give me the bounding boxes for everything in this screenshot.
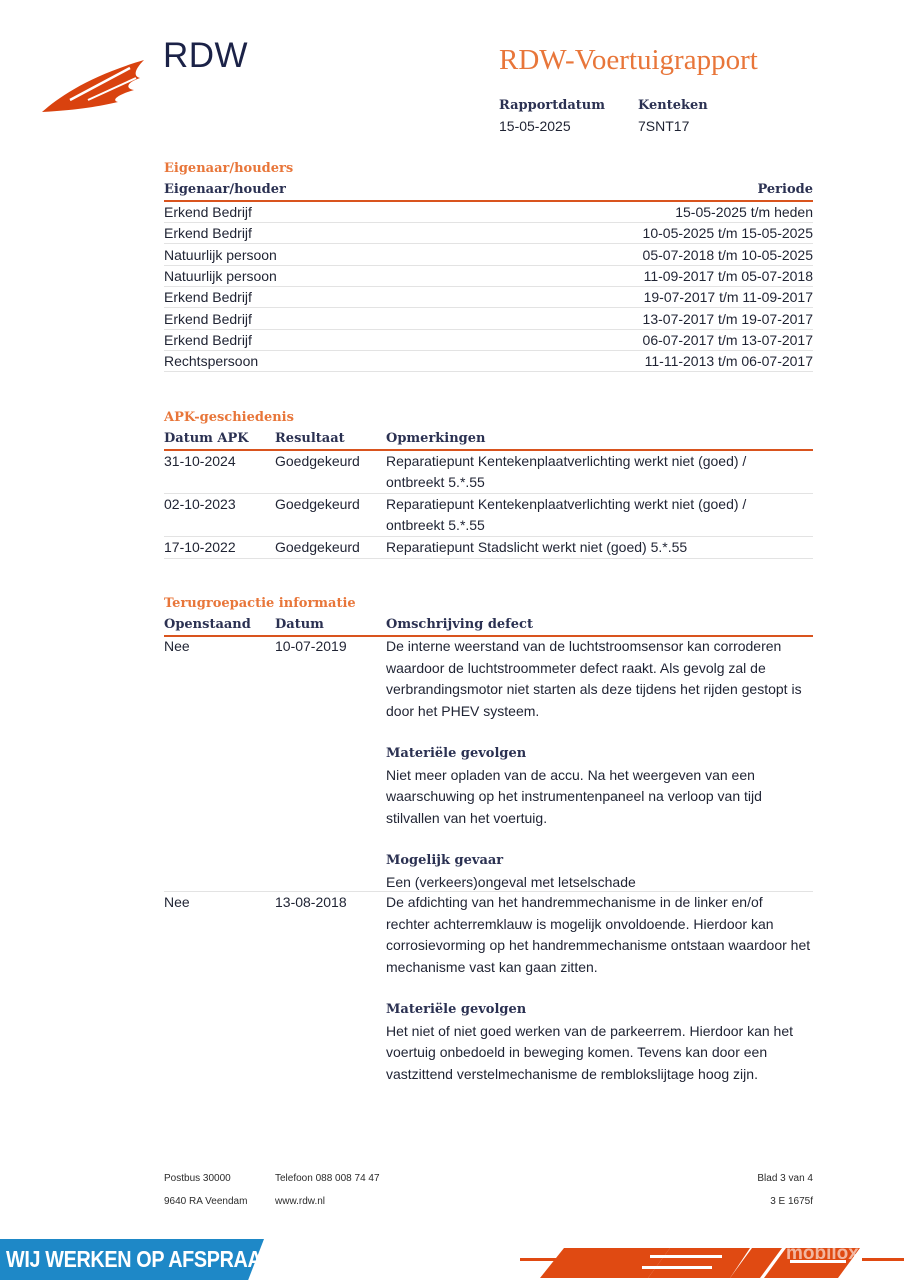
recall-date-cell: 10-07-2019 [275,638,347,654]
logo-text: RDW [163,36,249,75]
apk-remarks-cell: Reparatiepunt Stadslicht werkt niet (goed) 5.*.55 [386,539,688,555]
owner-cell: Natuurlijk persoon [164,247,277,263]
footer-web-link[interactable]: www.rdw.nl [275,1196,326,1207]
apk-date-cell: 02-10-2023 [164,496,236,512]
apk-section-title: APK-geschiedenis [164,410,294,425]
appointment-banner-text: WIJ WERKEN OP AFSPRAAK [6,1246,276,1272]
recall-date-cell: 13-08-2018 [275,894,347,910]
watermark-text: mobilox [786,1243,859,1264]
owner-cell: Erkend Bedrijf [164,204,252,220]
table-row [164,537,813,559]
owner-cell: Erkend Bedrijf [164,311,252,327]
report-date-label: Rapportdatum [499,98,605,113]
period-cell: 11-09-2017 t/m 05-07-2018 [643,268,813,284]
recall-col-desc: Omschrijving defect [386,617,533,632]
table-row [164,451,813,494]
recall-description: De afdichting van het handremmechanisme in de linker en/of rechter achterremklauw is mogelijk onvoldoende. Hierdoor kan corrosievorming op het handremmechanisme ontstaan waardoor het mechanisme vast kan gaan zitten. Materiële gevolgen Het niet of niet goed werken van de parkeerrem. Hierdoor kan het voertuig onbedoeld in beweging komen. Tevens kan door een vastzittend verstelmechanisme de remblokslijtage hoog zijn. [386,892,813,1085]
owner-cell: Natuurlijk persoon [164,268,277,284]
recall-open-cell: Nee [164,894,190,910]
recall-col-date: Datum [275,617,324,632]
owners-section-title: Eigenaar/houders [164,161,294,176]
recall-description: De interne weerstand van de luchtstroomsensor kan corroderen waardoor de luchtstroommeter defect raakt. Als gevolg zal de verbrandingsmotor niet starten als deze tijdens het rijden gestopt is door het PHEV systeem. Materiële gevolgen Niet meer opladen van de accu. Na het weergeven van een waarschuwing op het instrumentenpaneel na verloop van tijd stilvallen van het voertuig. Mogelijk gevaar Een (verkeers)ongeval met letselschade [386,636,813,893]
table-row [164,223,813,244]
plate-label: Kenteken [638,98,708,113]
footer-code: 3 E 1675f [770,1196,813,1207]
table-row [164,351,813,372]
period-cell: 05-07-2018 t/m 10-05-2025 [642,247,813,263]
apk-col-date: Datum APK [164,431,249,446]
period-cell: 10-05-2025 t/m 15-05-2025 [642,225,813,241]
material-consequences-label: Materiële gevolgen [386,1002,527,1017]
report-date: 15-05-2025 [499,118,571,134]
apk-remarks-cell: Reparatiepunt Kentekenplaatverlichting werkt niet (goed) / ontbreekt 5.*.55 [386,496,747,533]
rdw-logo-icon [40,56,148,116]
table-row [164,494,813,537]
apk-col-result: Resultaat [275,431,345,446]
apk-remarks-cell: Reparatiepunt Kentekenplaatverlichting werkt niet (goed) / ontbreekt 5.*.55 [386,453,747,490]
period-cell: 06-07-2017 t/m 13-07-2017 [642,332,813,348]
apk-date-cell: 31-10-2024 [164,453,236,469]
apk-result-cell: Goedgekeurd [275,453,360,469]
recall-open-cell: Nee [164,638,190,654]
table-row [164,245,813,266]
footer-address-1: Postbus 30000 [164,1173,231,1184]
table-row [164,266,813,287]
period-cell: 15-05-2025 t/m heden [675,204,813,220]
table-row [164,330,813,351]
owner-cell: Erkend Bedrijf [164,332,252,348]
apk-result-cell: Goedgekeurd [275,539,360,555]
owner-cell: Rechtspersoon [164,353,259,369]
footer-phone: Telefoon 088 008 74 47 [275,1173,380,1184]
table-row [164,287,813,308]
apk-col-remarks: Opmerkingen [386,431,486,446]
owners-col-period: Periode [757,182,813,197]
recall-section-title: Terugroepactie informatie [164,596,356,611]
period-cell: 19-07-2017 t/m 11-09-2017 [643,289,813,305]
table-row [164,202,813,223]
owners-col-owner: Eigenaar/houder [164,182,286,197]
possible-danger-label: Mogelijk gevaar [386,853,504,868]
period-cell: 13-07-2017 t/m 19-07-2017 [642,311,813,327]
apk-result-cell: Goedgekeurd [275,496,360,512]
table-row [164,309,813,330]
recall-col-open: Openstaand [164,617,251,632]
footer-address-2: 9640 RA Veendam [164,1196,248,1207]
owner-cell: Erkend Bedrijf [164,225,252,241]
material-consequences-label: Materiële gevolgen [386,746,527,761]
report-title: RDW-Voertuigrapport [499,44,758,76]
owner-cell: Erkend Bedrijf [164,289,252,305]
apk-date-cell: 17-10-2022 [164,539,236,555]
plate-value: 7SNT17 [638,118,690,134]
period-cell: 11-11-2013 t/m 06-07-2017 [644,353,813,369]
footer-page-number: Blad 3 van 4 [757,1173,813,1184]
